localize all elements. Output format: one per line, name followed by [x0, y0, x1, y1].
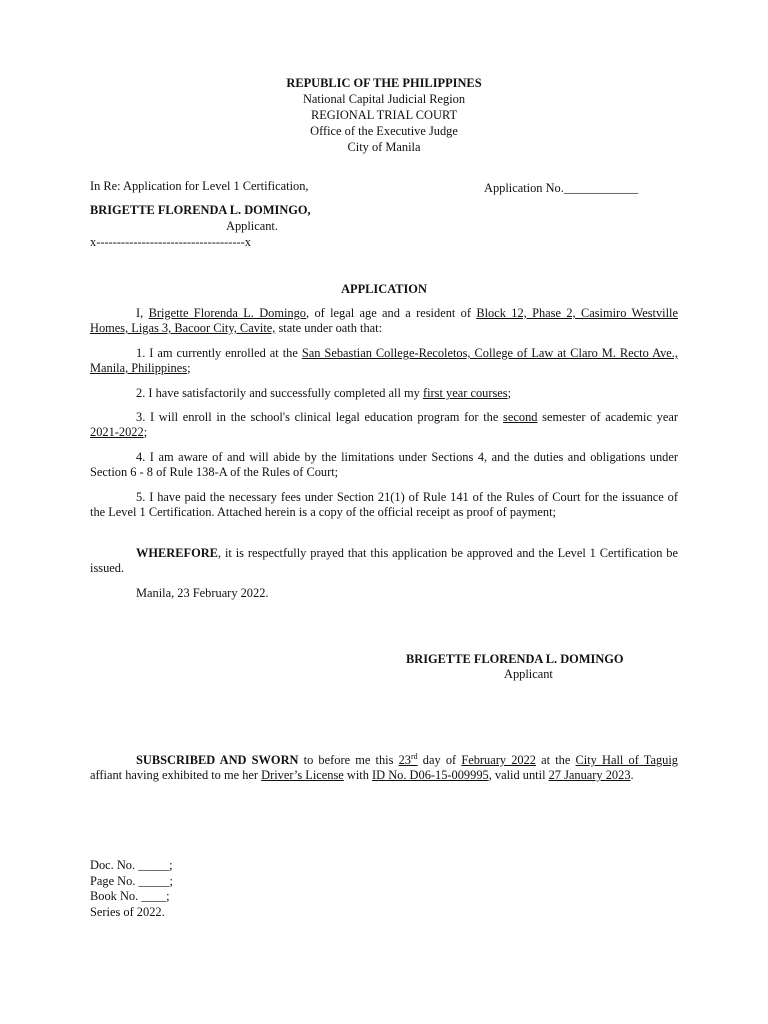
applicant-address: Block 12, Phase 2, Casimiro Westville Homes, Ligas 3, Bacoor City, Cavite,	[90, 306, 678, 335]
item-2: 2. I have satisfactorily and successfully completed all my first year courses;	[136, 386, 512, 400]
jurat-paragraph: SUBSCRIBED AND SWORN to before me this 23rd day of February 2022 at the City Hall of Taguig affiant having exhibited to me her Driver’s License with ID No. D06-15-009995, valid until 27 January 2023.	[90, 751, 678, 782]
id-number: ID No. D06-15-009995	[372, 768, 489, 782]
intro-paragraph: I, Brigette Florenda L. Domingo, of legal age and a resident of Block 12, Phase 2, Casimiro Westville Homes, Ligas 3, Bacoor City, Cavite, state under oath that:	[90, 306, 678, 335]
signatory-name: BRIGETTE FLORENDA L. DOMINGO	[406, 652, 624, 666]
doc-number: Doc. No. _____;	[90, 858, 173, 872]
item-5: 5. I have paid the necessary fees under Section 21(1) of Rule 141 of the Rules of Court for the issuance of the Level 1 Certification. Attached herein is a copy of the official receipt as proof of payment;	[90, 490, 678, 519]
republic-heading: REPUBLIC OF THE PHILIPPINES	[286, 76, 482, 90]
wherefore-paragraph: WHEREFORE, it is respectfully prayed that this application be approved and the Level 1 Certification be issued.	[90, 546, 678, 575]
courses-completed: first year courses	[422, 386, 508, 400]
page-number: Page No. _____;	[90, 873, 173, 888]
jurat-day: 23rd	[398, 751, 418, 767]
city-line: City of Manila	[347, 140, 421, 154]
in-re-line: In Re: Application for Level 1 Certification,	[90, 179, 309, 193]
court-header	[0, 76, 768, 155]
caption-separator: x------------------------------------x	[90, 235, 251, 249]
series-year: Series of 2022.	[90, 904, 165, 919]
region-line: National Capital Judicial Region	[302, 92, 466, 106]
id-valid-until: 27 January 2023	[548, 768, 631, 782]
applicant-name-inline: Brigette Florenda L. Domingo	[148, 306, 307, 320]
item-4: 4. I am aware of and will abide by the limitations under Sections 4, and the duties and obligations under Section 6 - 8 of Rule 138-A of the Rules of Court;	[90, 450, 678, 479]
academic-year: 2021-2022	[90, 425, 144, 439]
book-number: Book No. ____;	[90, 889, 170, 903]
applicant-name-caption: BRIGETTE FLORENDA L. DOMINGO,	[90, 203, 311, 217]
semester: second	[503, 410, 538, 424]
jurat-month-year: February 2022	[461, 753, 536, 767]
jurat-place: City Hall of Taguig	[575, 753, 678, 767]
id-type: Driver’s License	[261, 768, 344, 782]
school-name: San Sebastian College-Recoletos, College of Law at Claro M. Recto Ave., Manila, Philippines	[90, 346, 678, 375]
notarial-register	[90, 858, 173, 920]
signatory-label: Applicant	[504, 667, 553, 681]
court-line: REGIONAL TRIAL COURT	[310, 108, 458, 122]
application-number: Application No.____________	[484, 181, 639, 195]
item-1: 1. I am currently enrolled at the San Sebastian College-Recoletos, College of Law at Claro M. Recto Ave., Manila, Philippines;	[90, 346, 678, 375]
applicant-label: Applicant.	[226, 219, 278, 233]
document-title: APPLICATION	[341, 282, 427, 296]
item-3: 3. I will enroll in the school's clinical legal education program for the second semester of academic year 2021-2022;	[90, 410, 678, 439]
date-line: Manila, 23 February 2022.	[136, 586, 269, 600]
office-line: Office of the Executive Judge	[310, 124, 458, 138]
